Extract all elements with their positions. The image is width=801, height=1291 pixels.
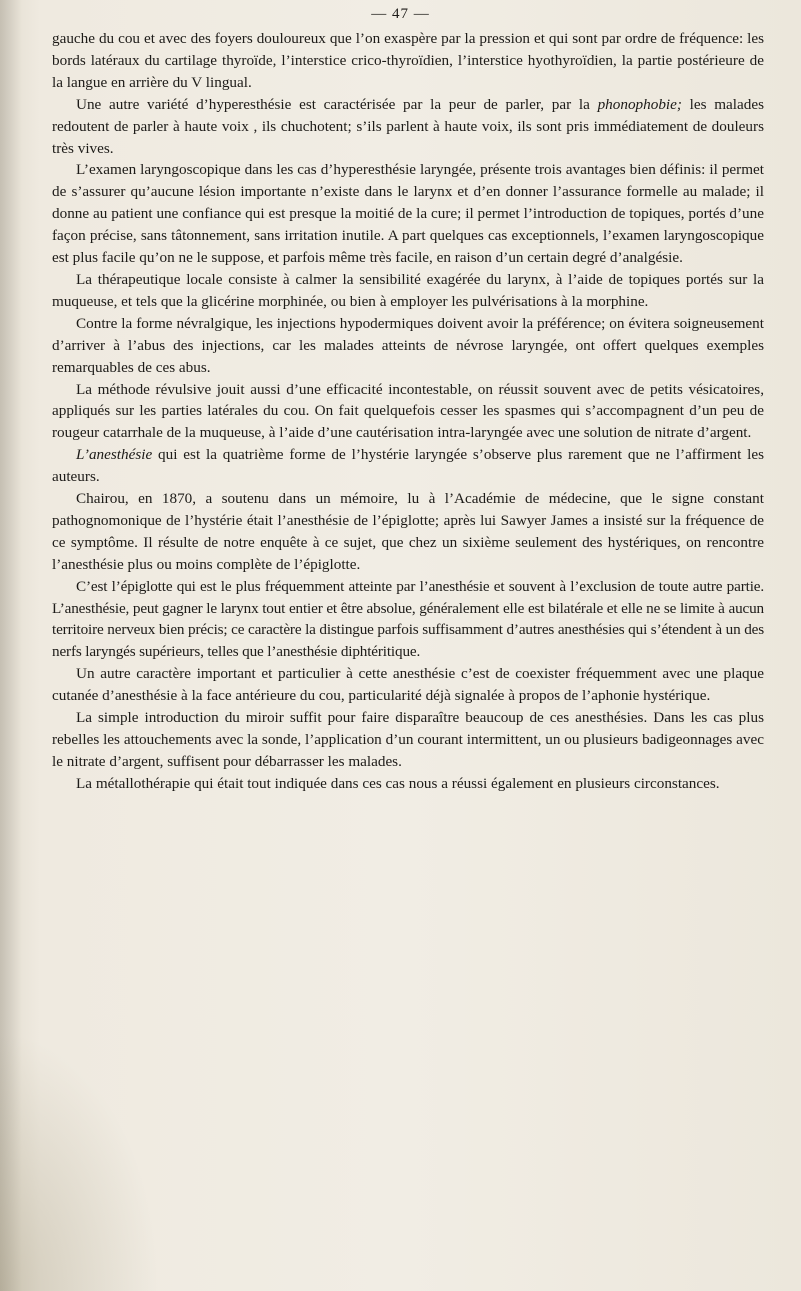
paragraph-2 — [52, 94, 764, 160]
paragraph-11: La simple introduction du miroir suffit pour faire disparaître beaucoup de ces anesthésies. Dans les cas plus rebelles les attouchements avec la sonde, l’application d’un courant intermittent, un ou plusieurs badigeonnages avec le nitrate d’argent, suffisent pour débarrasser les malades. — [52, 709, 764, 770]
paragraph-7-term: L’anesthésie — [76, 446, 153, 464]
paragraph-10: Un autre caractère important et particulier à cette anesthésie c’est de coexister fréquemment avec une plaque cutanée d’anesthésie à la face antérieure du cou, particularité déjà signalée à propos de l’aphonie hystérique. — [52, 665, 764, 705]
paragraph-7-end: qui est la quatrième forme de l’hystérie laryngée s’observe plus rarement que ne l’affirment les auteurs. — [52, 446, 764, 486]
paragraph-6: La méthode révulsive jouit aussi d’une efficacité incontestable, on réussit souvent avec de petits vésicatoires, appliqués sur les parties latérales du cou. On fait quelquefois cesser les spasmes qui s’accompagnent d’un peu de rougeur catarrhale de la muqueuse, à l’aide d’une cautérisation intra-laryngée avec une solution de nitrate d’argent. — [52, 380, 764, 442]
paragraph-2-start: Une autre variété d’hyperesthésie est caractérisée par la peur de parler, par la — [76, 95, 598, 113]
paragraph-7 — [52, 444, 764, 488]
paragraph-1: gauche du cou et avec des foyers douloureux que l’on exaspère par la pression et qui sont par ordre de fréquence: les bords latéraux du cartilage thyroïde, l’interstice crico-thyroïdien, l’interstice hyothyroïdien, la partie postérieure de la langue en arrière du V lingual. — [52, 30, 764, 91]
paragraph-2-term: phonophobie; — [597, 95, 682, 113]
paragraph-5: Contre la forme névralgique, les injections hypodermiques doivent avoir la préférence; on évitera soigneusement d’arriver à l’abus des injections, car les malades atteints de névrose laryngée, ont offert quelques exemples remarquables de ces abus. — [52, 314, 764, 376]
paragraph-3: L’examen laryngoscopique dans les cas d’hyperesthésie laryngée, présente trois avantages bien définis: il permet de s’assurer qu’aucune lésion importante n’existe dans le larynx et d’en donner l’assurance formelle au malade; il donne au patient une confiance qui est presque la moitié de la cure; il permet l’introduction de topiques, portés d’une façon précise, sans tâtonnement, sans irritation inutile. A part quelques cas exceptionnels, l’examen laryngoscopique est plus facile qu’on ne le suppose, et parfois même très facile, en raison d’un certain degré d’analgésie. — [52, 161, 764, 267]
page-number: — 47 — — [371, 6, 430, 22]
paper-stain — [0, 1031, 160, 1291]
paragraph-12: La métallothérapie qui était tout indiquée dans ces cas nous a réussi également en plusieurs circonstances. — [76, 774, 720, 792]
body-text — [52, 28, 764, 795]
paragraph-2-end: les malades redoutent de parler à haute voix , ils chuchotent; s’ils parlent à haute voix, ils sont pris immédiatement de douleurs très vives. — [52, 95, 764, 157]
paragraph-4: La thérapeutique locale consiste à calmer la sensibilité exagérée du larynx, à l’aide de topiques portés sur la muqueuse, et tels que la glicérine morphinée, ou bien à employer les pulvérisations à la morphine. — [52, 270, 764, 310]
paragraph-8: Chairou, en 1870, a soutenu dans un mémoire, lu à l’Académie de médecine, que le signe constant pathognomonique de l’hystérie était l’anesthésie de l’épiglotte; après lui Sawyer James a insisté sur la fréquence de ce symptôme. Il résulte de notre enquête à ce sujet, que chez un sixième seulement des hystériques, on rencontre l’anesthésie plus ou moins complète de l’épiglotte. — [52, 490, 764, 573]
paragraph-9: C’est l’épiglotte qui est le plus fréquemment atteinte par l’anesthésie et souvent à l’exclusion de toute autre partie. L’anesthésie, peut gagner le larynx tout entier et être absolue, généralement elle est bilatérale et elle ne se limite à aucun territoire nerveux bien précis; ce caractère la distingue parfois suffisamment d’autres anesthésies qui s’étendent à un des nerfs laryngés supérieurs, telles que l’anesthésie diphtéritique. — [52, 577, 764, 661]
